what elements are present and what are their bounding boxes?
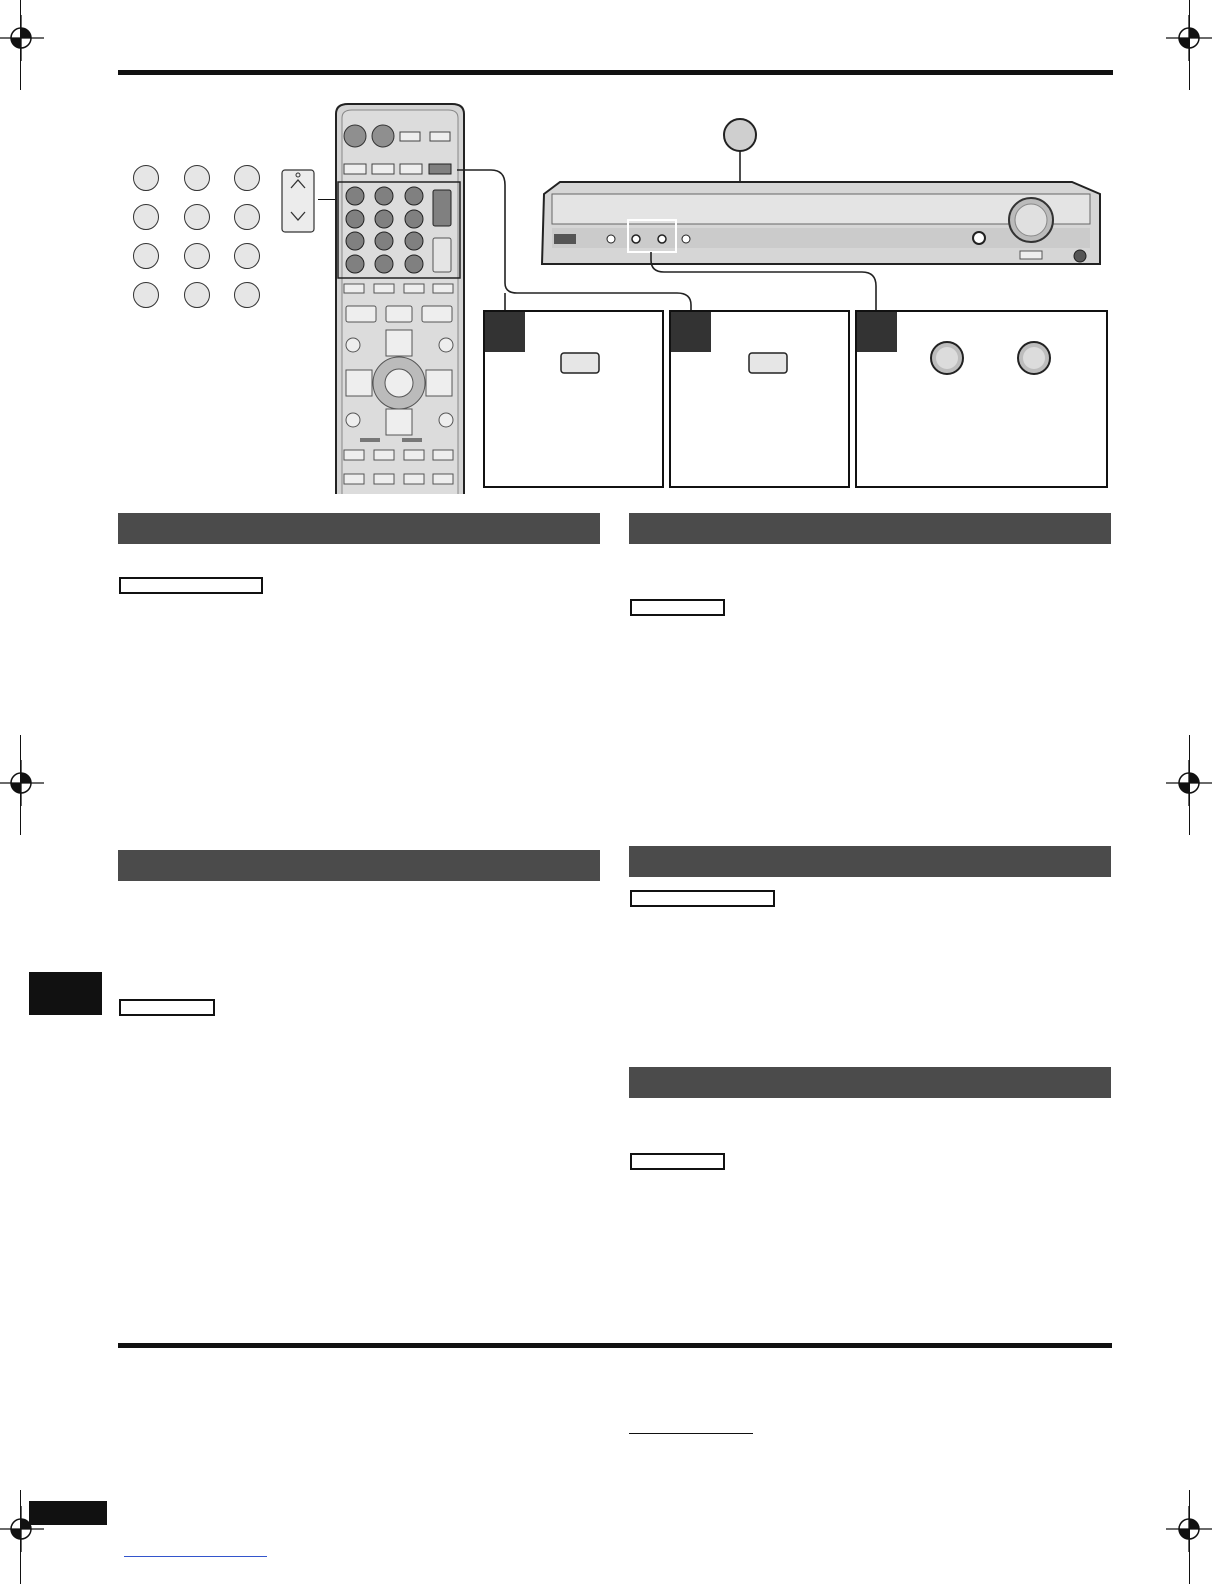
round-button-icon <box>929 340 965 376</box>
section-header <box>629 1067 1111 1098</box>
section-header <box>118 850 600 881</box>
numeric-keypad-icon <box>125 160 275 320</box>
crop-line <box>20 735 21 835</box>
step-marker <box>671 312 711 352</box>
section-tag <box>630 890 775 907</box>
round-button-icon <box>1016 340 1052 376</box>
crop-line <box>20 1490 21 1584</box>
connector-line <box>455 165 695 311</box>
rectangular-button-icon <box>748 352 788 374</box>
page-number-tab <box>29 1501 107 1525</box>
section-header <box>118 513 600 544</box>
chapter-tab <box>29 972 102 1015</box>
callout-panel <box>669 310 850 488</box>
section-tag <box>630 599 725 616</box>
crop-line <box>1189 0 1190 90</box>
section-tag <box>119 577 263 594</box>
callout-panel <box>483 310 664 488</box>
registration-mark-icon <box>0 15 44 61</box>
crop-line <box>1189 1490 1190 1584</box>
footer-link[interactable] <box>124 1556 267 1557</box>
section-tag <box>630 1153 725 1170</box>
remote-control-icon <box>330 100 470 494</box>
section-header <box>629 513 1111 544</box>
channel-up-down-icon <box>280 168 316 234</box>
section-header <box>629 846 1111 877</box>
footnote-rule <box>629 1433 753 1434</box>
step-marker <box>857 312 897 352</box>
rectangular-button-icon <box>560 352 600 374</box>
crop-line <box>20 0 21 90</box>
top-rule <box>118 70 1113 75</box>
section-tag <box>119 999 215 1016</box>
crop-line <box>1189 735 1190 835</box>
step-marker <box>485 312 525 352</box>
bottom-rule <box>118 1343 1112 1348</box>
callout-panel <box>855 310 1108 488</box>
registration-mark-icon <box>0 760 44 806</box>
